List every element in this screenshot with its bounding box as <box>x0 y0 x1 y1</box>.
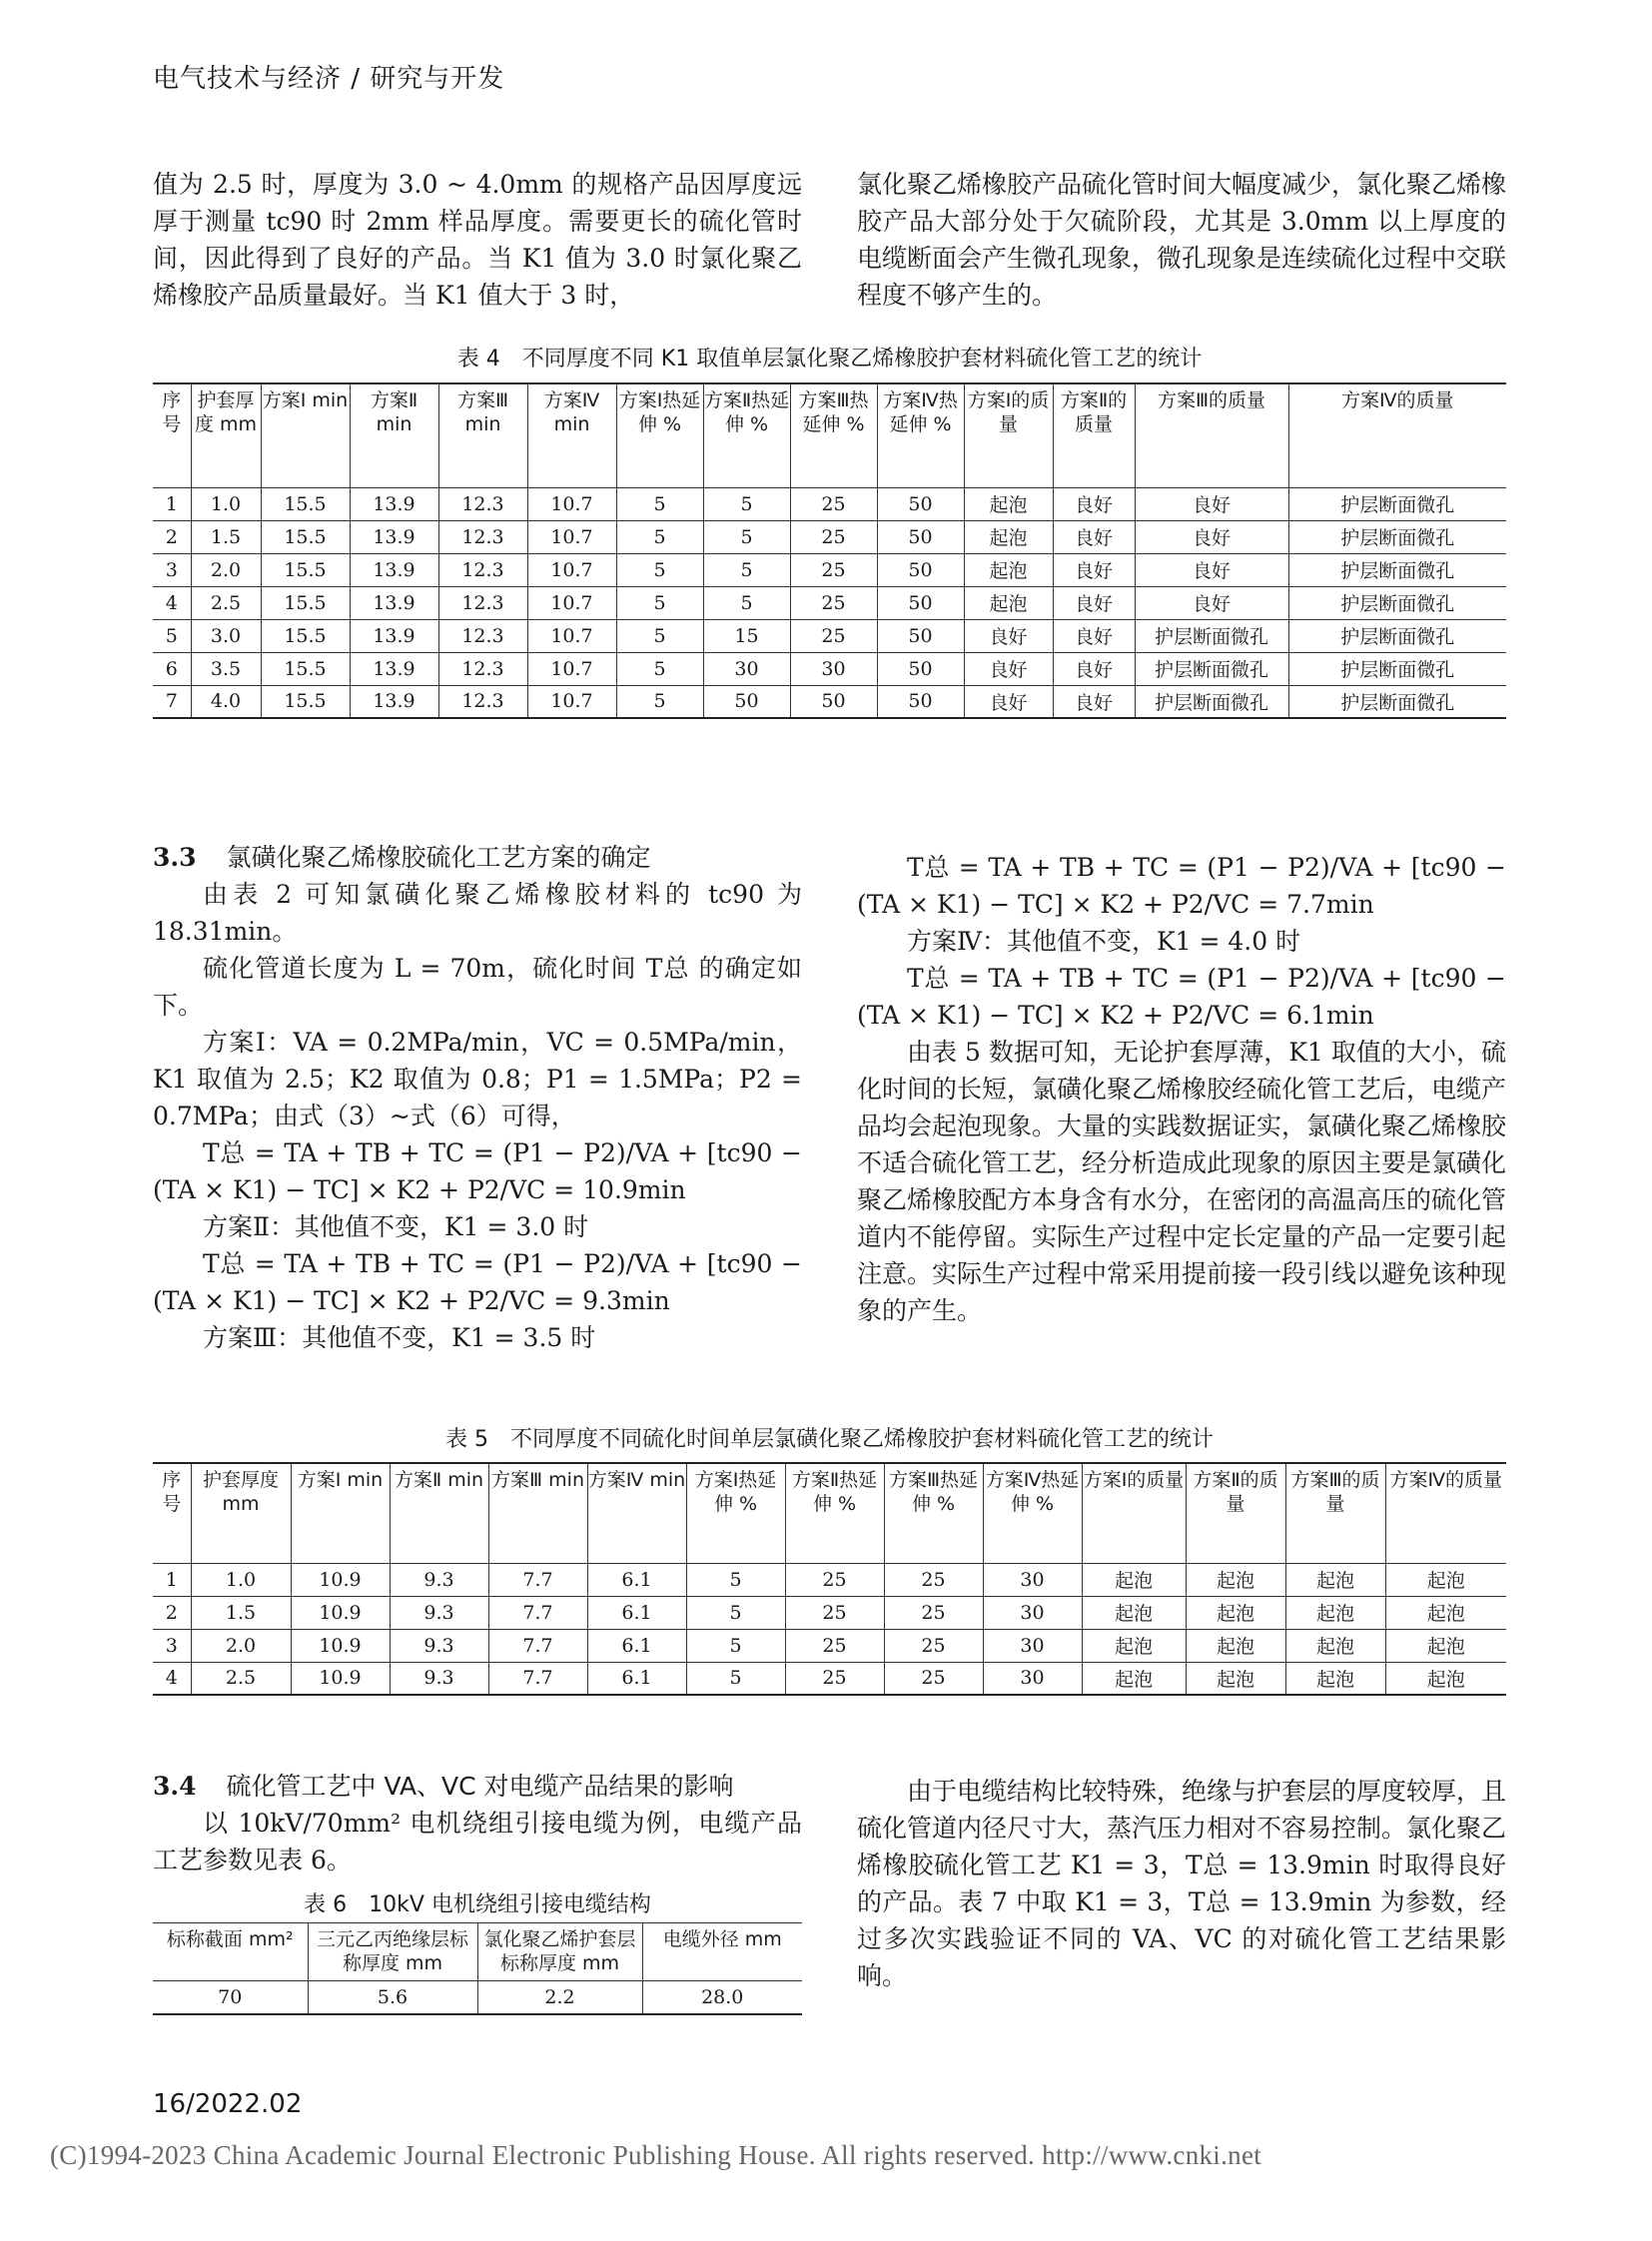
table-cell: 护层断面微孔 <box>1288 553 1506 586</box>
table-cell: 起泡 <box>1186 1596 1285 1629</box>
table-row <box>153 1981 802 2014</box>
table-cell: 25 <box>790 487 877 520</box>
table-row <box>153 685 1506 718</box>
table-cell: 25 <box>884 1596 983 1629</box>
section-number: 3.4 <box>153 1772 197 1801</box>
table-cell: 12.3 <box>438 520 527 553</box>
table-cell: 50 <box>877 553 964 586</box>
table-cell: 良好 <box>1135 586 1288 619</box>
table4-header-cell: 方案Ⅱ min <box>350 383 438 487</box>
table-cell: 70 <box>153 1981 308 2014</box>
table-cell: 6.1 <box>587 1629 686 1662</box>
table-row <box>153 1662 1506 1695</box>
section-title: 硫化管工艺中 VA、VC 对电缆产品结果的影响 <box>226 1772 734 1801</box>
table-cell: 2.0 <box>191 553 261 586</box>
table4-header-cell: 方案Ⅳ热延伸 % <box>877 383 964 487</box>
table5-header-cell: 方案Ⅱ热延伸 % <box>785 1463 884 1563</box>
table-cell: 30 <box>983 1563 1082 1596</box>
table-cell: 起泡 <box>1082 1629 1186 1662</box>
table-cell: 1.0 <box>191 487 261 520</box>
table-cell: 12.3 <box>438 619 527 652</box>
section-title: 氯磺化聚乙烯橡胶硫化工艺方案的确定 <box>226 843 651 872</box>
table-cell: 10.7 <box>527 685 616 718</box>
table-cell: 良好 <box>1135 487 1288 520</box>
table5 <box>153 1462 1506 1696</box>
table-cell: 2.2 <box>477 1981 642 2014</box>
table-cell: 起泡 <box>1186 1629 1285 1662</box>
table-cell: 3.5 <box>191 652 261 685</box>
table-cell: 起泡 <box>964 520 1053 553</box>
copyright-notice: (C)1994-2023 China Academic Journal Electronic Publishing House. All rights reserved. http://www.cnki.net <box>50 2140 1262 2170</box>
table-cell: 15.5 <box>261 586 350 619</box>
table-cell: 25 <box>785 1629 884 1662</box>
table-cell: 15.5 <box>261 652 350 685</box>
table4-header-cell: 护套厚度 mm <box>191 383 261 487</box>
paragraph: 由于电缆结构比较特殊，绝缘与护套层的厚度较厚，且硫化管道内径尺寸大，蒸汽压力相对不容易控制。氯化聚乙烯橡胶硫化管工艺 K1 = 3，T总 = 13.9min 时取得良好的产品。表 7 中取 K1 = 3，T总 = 13.9min 为参数，经过多次实践验证不同的 VA、VC 的对硫化管工艺结果影响。 <box>857 1777 1507 1990</box>
right-column-top <box>857 166 1506 314</box>
table-cell: 起泡 <box>964 487 1053 520</box>
table-cell: 10.7 <box>527 520 616 553</box>
table-cell: 13.9 <box>350 619 438 652</box>
running-header: 电气技术与经济 / 研究与开发 <box>153 64 505 94</box>
page-number: 16/2022.02 <box>153 2089 303 2119</box>
table-cell: 25 <box>785 1596 884 1629</box>
table-cell: 良好 <box>964 652 1053 685</box>
table-cell: 护层断面微孔 <box>1135 619 1288 652</box>
table-cell: 起泡 <box>1082 1662 1186 1695</box>
table-cell: 1.5 <box>191 1596 291 1629</box>
section-3-3-right <box>857 849 1506 1329</box>
paragraph: 由表 5 数据可知，无论护套厚薄，K1 取值的大小，硫化时间的长短，氯磺化聚乙烯橡胶经硫化管工艺后，电缆产品均会起泡现象。大量的实践数据证实，氯磺化聚乙烯橡胶不适合硫化管工艺，经分析造成此现象的原因主要是氯磺化聚乙烯橡胶配方本身含有水分，在密闭的高温高压的硫化管道内不能停留。实际生产过程中定长定量的产品一定要引起注意。实际生产过程中常采用提前接一段引线以避免该种现象的产生。 <box>857 1038 1507 1325</box>
table-cell: 良好 <box>1053 520 1135 553</box>
table-cell: 28.0 <box>642 1981 802 2014</box>
table6 <box>153 1922 802 2015</box>
table-cell: 良好 <box>1135 553 1288 586</box>
table4-header-cell: 方案Ⅱ热延伸 % <box>703 383 790 487</box>
paragraph: 由表 2 可知氯磺化聚乙烯橡胶材料的 tc90 为 18.31min。 <box>153 880 802 946</box>
table4-header-cell: 方案Ⅲ热延伸 % <box>790 383 877 487</box>
table-cell: 7.7 <box>488 1596 587 1629</box>
table-row <box>153 520 1506 553</box>
table5-caption: 表 5 不同厚度不同硫化时间单层氯磺化聚乙烯橡胶护套材料硫化管工艺的统计 <box>445 1427 1214 1452</box>
paragraph: 方案Ⅲ：其他值不变，K1 = 3.5 时 <box>203 1323 596 1352</box>
table-cell: 50 <box>703 685 790 718</box>
table-cell: 2 <box>153 1596 191 1629</box>
table-cell: 起泡 <box>1082 1563 1186 1596</box>
table-cell: 25 <box>785 1662 884 1695</box>
section-3-4-right <box>857 1773 1506 1994</box>
table4-header-cell: 方案Ⅲ的质量 <box>1135 383 1288 487</box>
table-cell: 15.5 <box>261 553 350 586</box>
table-cell: 3 <box>153 553 191 586</box>
table5-header-cell: 序号 <box>153 1463 191 1563</box>
table-cell: 15.5 <box>261 487 350 520</box>
table4 <box>153 382 1506 719</box>
table-cell: 起泡 <box>1082 1596 1186 1629</box>
table-cell: 6 <box>153 652 191 685</box>
table-row <box>153 1563 1506 1596</box>
table5-header-cell: 方案Ⅰ热延伸 % <box>686 1463 785 1563</box>
table-cell: 2.5 <box>191 1662 291 1695</box>
table-cell: 5 <box>616 553 703 586</box>
table-cell: 起泡 <box>1285 1596 1385 1629</box>
equation: T总 = TA + TB + TC = (P1 − P2)/VA + [tc90 − (TA × K1) − TC] × K2 + P2/VC = 7.7min <box>857 853 1506 919</box>
table-cell: 30 <box>983 1629 1082 1662</box>
table-cell: 10.7 <box>527 553 616 586</box>
paragraph: 方案Ⅳ：其他值不变，K1 = 4.0 时 <box>907 927 1301 956</box>
table-cell: 12.3 <box>438 685 527 718</box>
table-cell: 良好 <box>1053 553 1135 586</box>
table-cell: 10.9 <box>291 1629 390 1662</box>
table-row <box>153 619 1506 652</box>
table-cell: 护层断面微孔 <box>1135 685 1288 718</box>
table-cell: 7.7 <box>488 1563 587 1596</box>
table-cell: 5 <box>703 586 790 619</box>
table-cell: 50 <box>877 520 964 553</box>
table5-header-cell: 方案Ⅰ的质量 <box>1082 1463 1186 1563</box>
table-cell: 13.9 <box>350 520 438 553</box>
paragraph: 硫化管道长度为 L = 70m，硫化时间 T总 的确定如下。 <box>153 954 802 1020</box>
table4-grid <box>153 382 1506 719</box>
table-cell: 15.5 <box>261 619 350 652</box>
table6-header-cell: 三元乙丙绝缘层标称厚度 mm <box>308 1923 477 1981</box>
table-cell: 2.0 <box>191 1629 291 1662</box>
table-cell: 7.7 <box>488 1662 587 1695</box>
table-cell: 良好 <box>1053 487 1135 520</box>
table-cell: 起泡 <box>1285 1629 1385 1662</box>
table4-caption: 表 4 不同厚度不同 K1 取值单层氯化聚乙烯橡胶护套材料硫化管工艺的统计 <box>456 347 1203 372</box>
paragraph: 方案Ⅰ：VA = 0.2MPa/min，VC = 0.5MPa/min，K1 取值为 2.5；K2 取值为 0.8；P1 = 1.5MPa；P2 = 0.7MPa；由式（3）~式（6）可得， <box>153 1028 802 1130</box>
table-cell: 13.9 <box>350 586 438 619</box>
table-cell: 10.7 <box>527 652 616 685</box>
table-cell: 起泡 <box>1285 1563 1385 1596</box>
table-cell: 6.1 <box>587 1563 686 1596</box>
table-cell: 5 <box>703 487 790 520</box>
table-cell: 12.3 <box>438 586 527 619</box>
table-cell: 10.9 <box>291 1662 390 1695</box>
section-heading <box>153 1768 802 1805</box>
table-cell: 25 <box>884 1662 983 1695</box>
table-cell: 25 <box>790 619 877 652</box>
table-cell: 13.9 <box>350 553 438 586</box>
table5-header-cell: 方案Ⅱ min <box>390 1463 488 1563</box>
table-cell: 4 <box>153 1662 191 1695</box>
left-column-top <box>153 166 802 314</box>
table5-header-cell: 方案Ⅳ min <box>587 1463 686 1563</box>
table-cell: 25 <box>884 1563 983 1596</box>
paragraph: 方案Ⅱ：其他值不变，K1 = 3.0 时 <box>203 1212 589 1241</box>
table-cell: 护层断面微孔 <box>1135 652 1288 685</box>
table-cell: 2.5 <box>191 586 261 619</box>
table-cell: 5 <box>703 520 790 553</box>
table-cell: 1.0 <box>191 1563 291 1596</box>
table-cell: 12.3 <box>438 652 527 685</box>
table-row <box>153 1629 1506 1662</box>
table5-header-cell: 方案Ⅳ热延伸 % <box>983 1463 1082 1563</box>
table-cell: 起泡 <box>964 586 1053 619</box>
table-cell: 25 <box>790 586 877 619</box>
table-cell: 良好 <box>1053 685 1135 718</box>
table-cell: 13.9 <box>350 685 438 718</box>
table-cell: 9.3 <box>390 1662 488 1695</box>
table-cell: 50 <box>877 652 964 685</box>
table-cell: 4.0 <box>191 685 261 718</box>
table-cell: 10.9 <box>291 1563 390 1596</box>
paragraph: 值为 2.5 时，厚度为 3.0 ~ 4.0mm 的规格产品因厚度远厚于测量 tc90 时 2mm 样品厚度。需要更长的硫化管时间，因此得到了良好的产品。当 K1 值为 3.0 时氯化聚乙烯橡胶产品质量最好。当 K1 值大于 3 时， <box>153 170 802 310</box>
table-cell: 25 <box>790 520 877 553</box>
table-cell: 12.3 <box>438 487 527 520</box>
table-cell: 5 <box>616 685 703 718</box>
table-cell: 起泡 <box>1285 1662 1385 1695</box>
section-number: 3.3 <box>153 843 197 872</box>
table-cell: 10.7 <box>527 619 616 652</box>
table-cell: 良好 <box>1053 619 1135 652</box>
table-cell: 25 <box>790 553 877 586</box>
table-row <box>153 553 1506 586</box>
table4-header-cell: 方案Ⅰ min <box>261 383 350 487</box>
section-3-3-left <box>153 839 802 1356</box>
table5-header-cell: 方案Ⅲ的质量 <box>1285 1463 1385 1563</box>
table-cell: 30 <box>790 652 877 685</box>
table-cell: 15.5 <box>261 685 350 718</box>
table5-header-cell: 方案Ⅳ的质量 <box>1385 1463 1506 1563</box>
table-cell: 6.1 <box>587 1662 686 1695</box>
table-cell: 起泡 <box>1385 1629 1506 1662</box>
table-cell: 10.7 <box>527 487 616 520</box>
table-cell: 起泡 <box>1385 1662 1506 1695</box>
table-cell: 护层断面微孔 <box>1288 487 1506 520</box>
table-cell: 5 <box>616 619 703 652</box>
table-cell: 良好 <box>964 685 1053 718</box>
table-cell: 50 <box>877 619 964 652</box>
table-cell: 3 <box>153 1629 191 1662</box>
table-cell: 25 <box>785 1563 884 1596</box>
table-cell: 2 <box>153 520 191 553</box>
table5-header-cell: 方案Ⅱ的质量 <box>1186 1463 1285 1563</box>
table-cell: 13.9 <box>350 652 438 685</box>
table-cell: 5 <box>616 520 703 553</box>
table-cell: 起泡 <box>1186 1563 1285 1596</box>
table5-header-cell: 护套厚度 mm <box>191 1463 291 1563</box>
table-cell: 起泡 <box>1186 1662 1285 1695</box>
table-cell: 10.7 <box>527 586 616 619</box>
table-cell: 7.7 <box>488 1629 587 1662</box>
table4-header-cell: 序号 <box>153 383 191 487</box>
table-cell: 30 <box>983 1662 1082 1695</box>
table4-header-cell: 方案Ⅰ的质量 <box>964 383 1053 487</box>
table6-header-cell: 电缆外径 mm <box>642 1923 802 1981</box>
table-cell: 5 <box>616 652 703 685</box>
table-cell: 50 <box>877 586 964 619</box>
table-cell: 5 <box>616 586 703 619</box>
table-cell: 5 <box>686 1629 785 1662</box>
table-cell: 护层断面微孔 <box>1288 586 1506 619</box>
table-cell: 起泡 <box>1385 1563 1506 1596</box>
table-cell: 5 <box>616 487 703 520</box>
table-cell: 1 <box>153 487 191 520</box>
table-cell: 5 <box>153 619 191 652</box>
equation: T总 = TA + TB + TC = (P1 − P2)/VA + [tc90 − (TA × K1) − TC] × K2 + P2/VC = 10.9min <box>153 1138 802 1204</box>
table6-caption: 表 6 10kV 电机绕组引接电缆结构 <box>304 1892 651 1917</box>
table-cell: 4 <box>153 586 191 619</box>
table-cell: 起泡 <box>1385 1596 1506 1629</box>
table5-header-cell: 方案Ⅰ min <box>291 1463 390 1563</box>
table-cell: 9.3 <box>390 1563 488 1596</box>
table-cell: 25 <box>884 1629 983 1662</box>
table-cell: 良好 <box>964 619 1053 652</box>
table-cell: 良好 <box>1135 520 1288 553</box>
table4-header-cell: 方案Ⅰ热延伸 % <box>616 383 703 487</box>
table-cell: 5 <box>703 553 790 586</box>
table6-header-cell: 氯化聚乙烯护套层标称厚度 mm <box>477 1923 642 1981</box>
table-cell: 护层断面微孔 <box>1288 652 1506 685</box>
table-cell: 护层断面微孔 <box>1288 619 1506 652</box>
table-row <box>153 586 1506 619</box>
table-cell: 3.0 <box>191 619 261 652</box>
table-cell: 5 <box>686 1563 785 1596</box>
table-cell: 15.5 <box>261 520 350 553</box>
section-heading <box>153 839 802 876</box>
table-row <box>153 652 1506 685</box>
table-cell: 护层断面微孔 <box>1288 520 1506 553</box>
table-row <box>153 487 1506 520</box>
table-cell: 30 <box>983 1596 1082 1629</box>
table-cell: 5 <box>686 1596 785 1629</box>
table-cell: 15 <box>703 619 790 652</box>
table-cell: 良好 <box>1053 586 1135 619</box>
table-cell: 5 <box>686 1662 785 1695</box>
table-cell: 起泡 <box>964 553 1053 586</box>
table-cell: 护层断面微孔 <box>1288 685 1506 718</box>
equation: T总 = TA + TB + TC = (P1 − P2)/VA + [tc90 − (TA × K1) − TC] × K2 + P2/VC = 6.1min <box>857 964 1506 1030</box>
table-cell: 10.9 <box>291 1596 390 1629</box>
table5-header-cell: 方案Ⅲ热延伸 % <box>884 1463 983 1563</box>
section-3-4-left <box>153 1768 802 1878</box>
table-cell: 1 <box>153 1563 191 1596</box>
table-cell: 50 <box>877 685 964 718</box>
table-cell: 9.3 <box>390 1629 488 1662</box>
table-cell: 50 <box>790 685 877 718</box>
table-cell: 30 <box>703 652 790 685</box>
table4-header-cell: 方案Ⅲ min <box>438 383 527 487</box>
table-cell: 6.1 <box>587 1596 686 1629</box>
table-cell: 7 <box>153 685 191 718</box>
table4-header-cell: 方案Ⅱ的质量 <box>1053 383 1135 487</box>
table-cell: 9.3 <box>390 1596 488 1629</box>
table-cell: 1.5 <box>191 520 261 553</box>
table-cell: 良好 <box>1053 652 1135 685</box>
paragraph: 以 10kV/70mm² 电机绕组引接电缆为例，电缆产品工艺参数见表 6。 <box>153 1809 802 1874</box>
table-cell: 12.3 <box>438 553 527 586</box>
table5-header-cell: 方案Ⅲ min <box>488 1463 587 1563</box>
table-cell: 13.9 <box>350 487 438 520</box>
paragraph: 氯化聚乙烯橡胶产品硫化管时间大幅度减少，氯化聚乙烯橡胶产品大部分处于欠硫阶段，尤其是 3.0mm 以上厚度的电缆断面会产生微孔现象，微孔现象是连续硫化过程中交联程度不够产生的。 <box>857 170 1507 310</box>
table-row <box>153 1596 1506 1629</box>
table4-header-cell: 方案Ⅳ min <box>527 383 616 487</box>
table4-header-cell: 方案Ⅳ的质量 <box>1288 383 1506 487</box>
table6-grid <box>153 1922 802 2015</box>
table5-grid <box>153 1462 1506 1696</box>
equation: T总 = TA + TB + TC = (P1 − P2)/VA + [tc90 − (TA × K1) − TC] × K2 + P2/VC = 9.3min <box>153 1249 802 1315</box>
table-cell: 5.6 <box>308 1981 477 2014</box>
table-cell: 50 <box>877 487 964 520</box>
table6-header-cell: 标称截面 mm² <box>153 1923 308 1981</box>
